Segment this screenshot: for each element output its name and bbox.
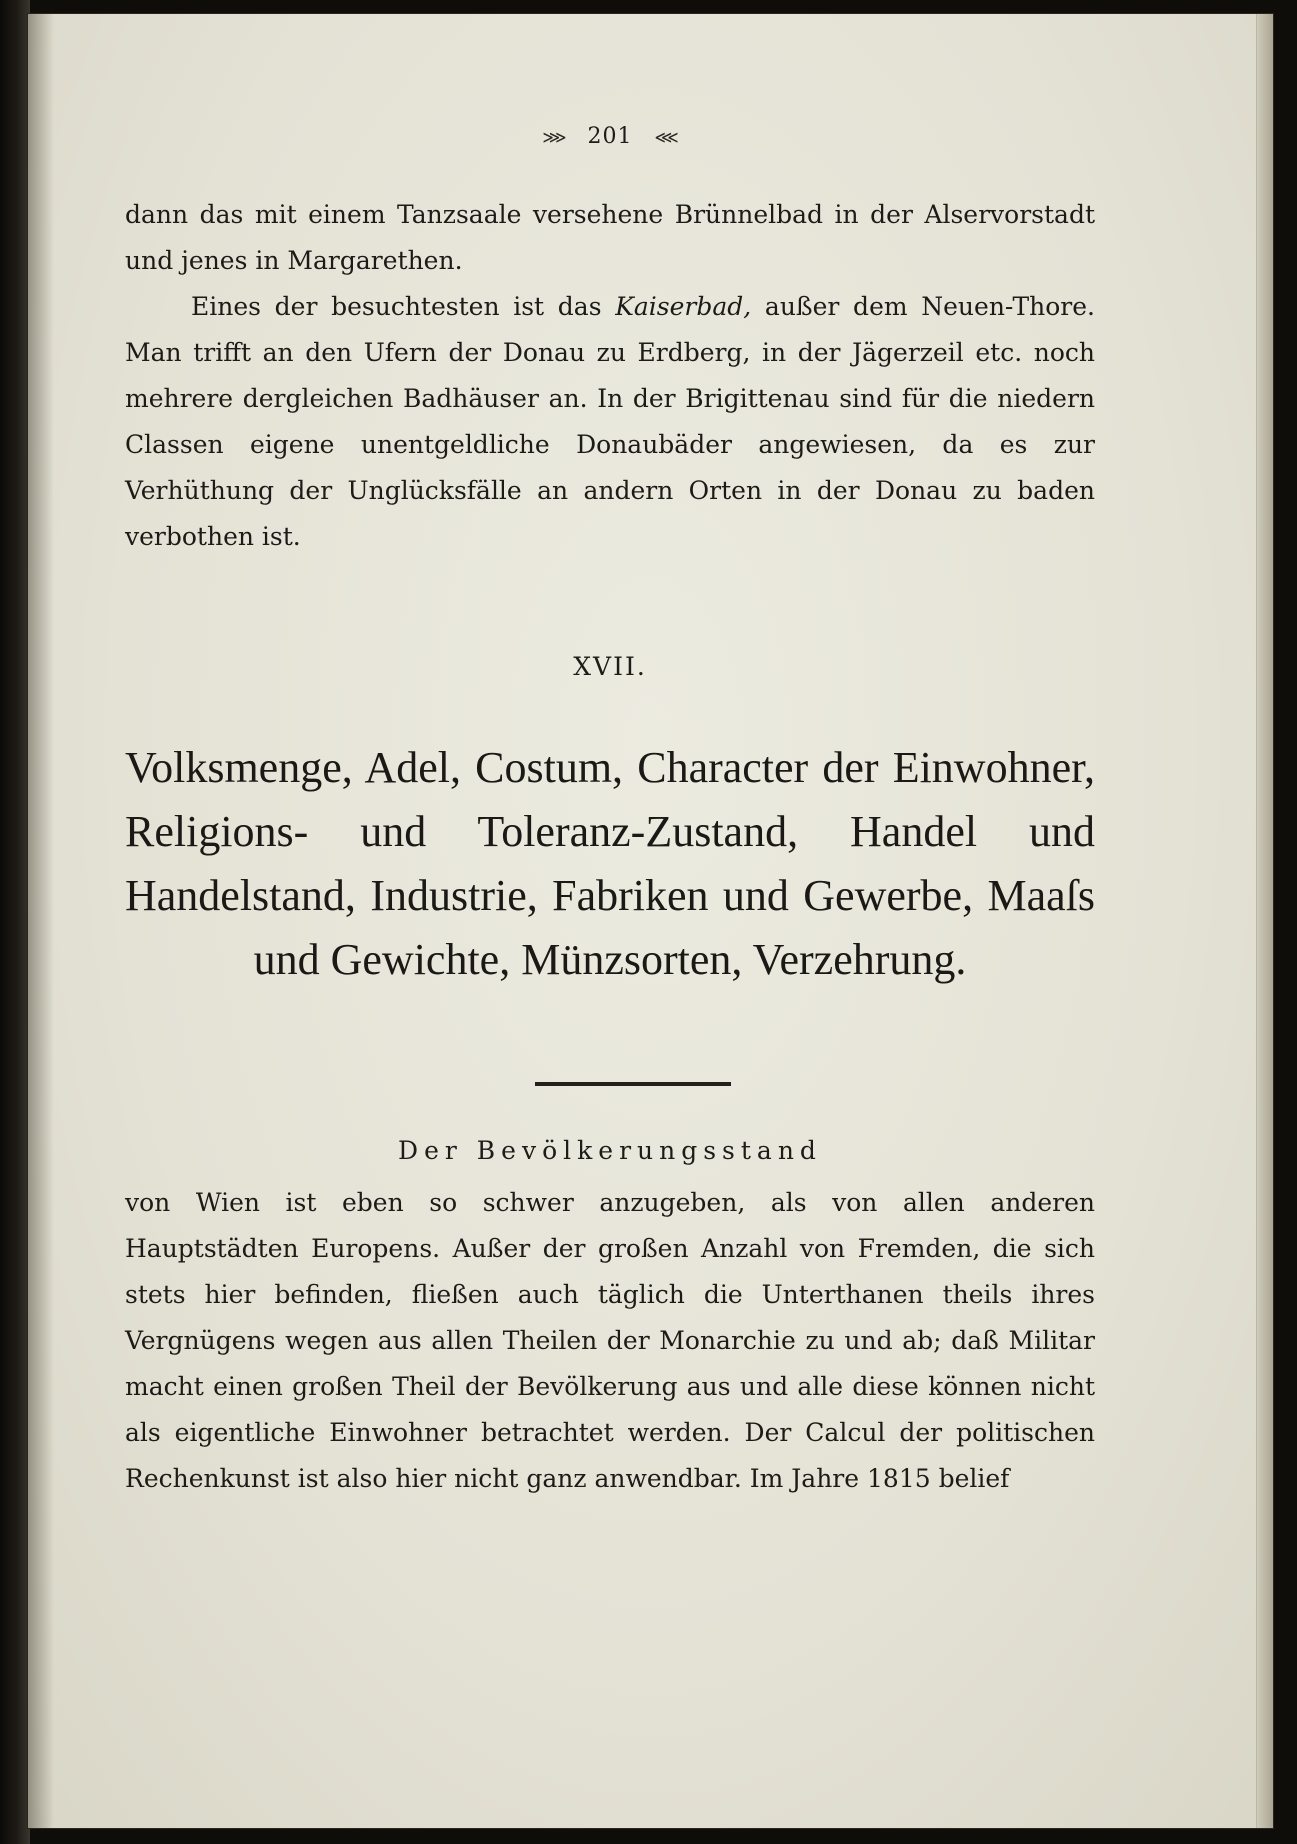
header-ornament-left: ⋙ bbox=[542, 128, 566, 148]
paragraph-population: von Wien ist eben so schwer anzugeben, als von allen anderen Hauptstädten Europens. Außer der großen Anzahl von Fremden, die sich stets hier befinden, fließen auch täglich die Unterthanen theils ihres Vergnügens wegen aus allen Theilen der Monarchie zu und ab; daß Militar macht einen großen Theil der Bevölkerung aus und alle diese können nicht als eigentliche Einwohner betrachtet werden. Der Calcul der politischen Rechenkunst ist also hier nicht ganz anwendbar. Im Jahre 1815 belief bbox=[125, 1188, 1095, 1493]
running-header bbox=[125, 124, 1095, 149]
paragraph-continuation: dann das mit einem Tanzsaale versehene Brünnelbad in der Alservorstadt und jenes in Margarethen. bbox=[125, 200, 1095, 275]
header-ornament-right: ⋘ bbox=[654, 128, 678, 148]
section-title: Volksmenge, Adel, Costum, Character der Einwohner, Religions- und Toleranz-Zustand, Handel und Handelstand, Industrie, Fabriken und Gewerbe, Maaſs und Gewichte, Münzsorten, Verzehrung. bbox=[125, 743, 1095, 984]
book-spine bbox=[0, 0, 30, 1844]
kaiserbad-emphasis: Kaiserbad, bbox=[615, 292, 752, 321]
page-edge bbox=[1256, 14, 1273, 1828]
gutter-shadow bbox=[28, 14, 54, 1828]
spaced-heading: Der Bevölkerungsstand bbox=[398, 1136, 822, 1165]
paragraph-kaiserbad-end: außer dem Neuen-Thore. Man trifft an den Ufern der Donau zu Erdberg, in der Jägerzeil etc. noch mehrere dergleichen Badhäuser an. In der Brigittenau sind für die niedern Classen eigene unentgeldliche Donaubäder angewiesen, da es zur Verhüthung der Unglücksfälle an andern Orten in der Donau zu baden verbothen ist. bbox=[125, 292, 1095, 551]
paragraph-kaiserbad bbox=[125, 284, 1095, 560]
paragraph-kaiserbad-start: Eines der besuchtesten ist das bbox=[191, 292, 616, 321]
section-number: XVII. bbox=[573, 652, 647, 681]
section-divider bbox=[535, 1082, 731, 1086]
page-number: 201 bbox=[587, 124, 633, 149]
